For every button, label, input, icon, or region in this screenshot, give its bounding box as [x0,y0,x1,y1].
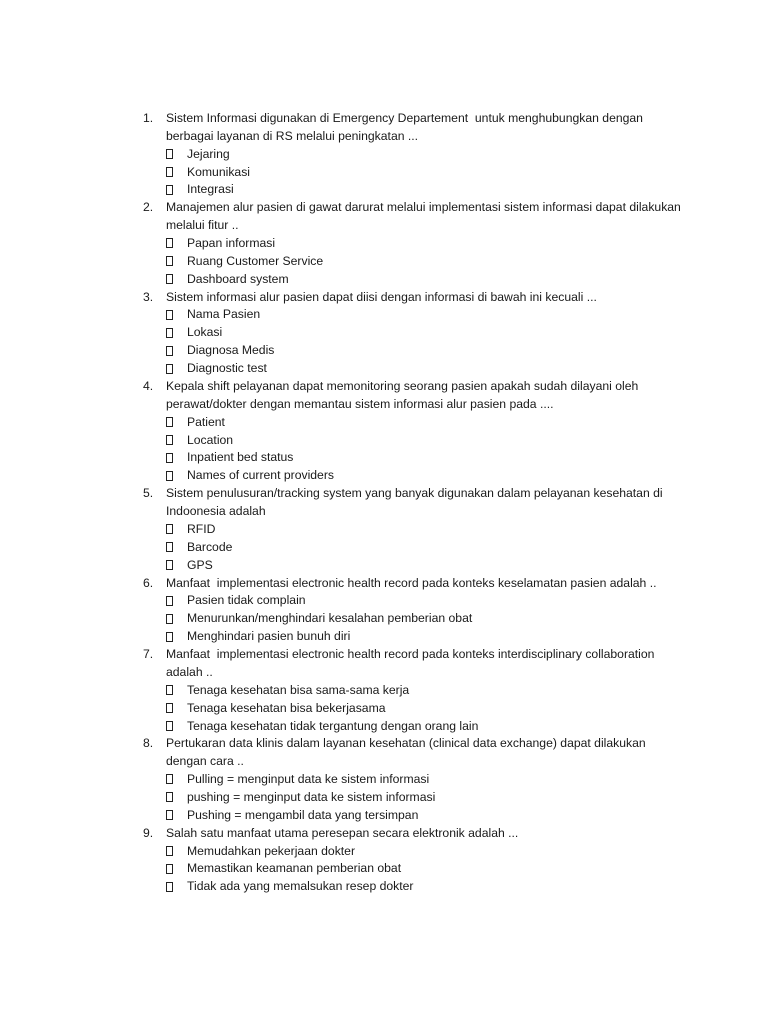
option-label: Diagnostic test [187,361,267,376]
option-label: Nama Pasien [187,307,261,322]
checkbox-icon[interactable] [166,810,173,820]
option-label: Barcode [187,539,233,554]
checkbox-icon[interactable] [166,864,173,874]
question-row [143,825,683,843]
question-text: Pertukaran data klinis dalam layanan kesehatan (clinical data exchange) dapat dilakukan dengan cara .. [166,736,650,769]
option-label: Names of current providers [187,468,334,483]
checkbox-icon[interactable] [166,167,173,177]
question-item [143,735,683,824]
question-text: Sistem Informasi digunakan di Emergency Departement untuk menghubungkan dengan berbagai layanan di RS melalui peningkatan ... [166,111,647,143]
option-label: Papan informasi [187,235,276,250]
question-number: 9. [143,825,154,840]
answer-option[interactable] [166,467,683,485]
option-label: Tenaga kesehatan bisa bekerjasama [187,700,386,715]
checkbox-icon[interactable] [166,256,173,266]
checkbox-icon[interactable] [166,792,173,802]
answer-option[interactable] [166,414,683,432]
checkbox-icon[interactable] [166,435,173,445]
option-list [143,414,683,486]
question-row [143,485,683,521]
option-list [143,682,683,736]
checkbox-icon[interactable] [166,560,173,570]
answer-option[interactable] [166,432,683,450]
question-number: 3. [143,289,154,304]
checkbox-icon[interactable] [166,596,173,606]
option-label: Ruang Customer Service [187,253,324,268]
checkbox-icon[interactable] [166,703,173,713]
checkbox-icon[interactable] [166,882,173,892]
question-item [143,289,683,378]
question-item [143,485,683,574]
answer-option[interactable] [166,860,683,878]
question-row [143,378,683,414]
answer-option[interactable] [166,449,683,467]
answer-option[interactable] [166,342,683,360]
question-item [143,575,683,647]
question-number: 2. [143,200,154,215]
option-label: Pasien tidak complain [187,593,306,608]
checkbox-icon[interactable] [166,274,173,284]
question-number: 8. [143,736,154,751]
checkbox-icon[interactable] [166,542,173,552]
question-item [143,199,683,288]
answer-option[interactable] [166,164,683,182]
checkbox-icon[interactable] [166,417,173,427]
question-number: 1. [143,111,154,125]
answer-option[interactable] [166,271,683,289]
option-label: Location [187,432,234,447]
checkbox-icon[interactable] [166,846,173,856]
option-label: Memastikan keamanan pemberian obat [187,861,402,876]
answer-option[interactable] [166,181,683,199]
answer-option[interactable] [166,843,683,861]
answer-option[interactable] [166,628,683,646]
question-row [143,575,683,593]
question-number: 5. [143,486,154,501]
question-number: 4. [143,379,154,394]
option-label: Integrasi [187,182,234,197]
question-row [143,735,683,771]
question-row [143,110,683,146]
checkbox-icon[interactable] [166,346,173,356]
answer-option[interactable] [166,682,683,700]
question-text: Manajemen alur pasien di gawat darurat melalui implementasi sistem informasi dapat dilakukan melalui fitur .. [166,200,685,233]
answer-option[interactable] [166,878,683,896]
option-label: GPS [187,557,213,572]
question-text: Kepala shift pelayanan dapat memonitoring seorang pasien apakah sudah dilayani oleh perawat/dokter dengan memantau sistem informasi alur pasien pada .... [166,379,642,411]
option-label: Inpatient bed status [187,450,294,465]
answer-option[interactable] [166,807,683,825]
question-row [143,199,683,235]
question-number: 6. [143,575,154,590]
answer-option[interactable] [166,235,683,253]
answer-option[interactable] [166,610,683,628]
question-text: Manfaat implementasi electronic health record pada konteks interdisciplinary collaboration adalah .. [166,647,658,679]
option-list [143,306,683,378]
option-label: Komunikasi [187,164,250,179]
checkbox-icon[interactable] [166,364,173,374]
checkbox-icon[interactable] [166,632,173,642]
question-list [143,110,683,896]
option-label: Tidak ada yang memalsukan resep dokter [187,879,414,894]
option-label: Pulling = menginput data ke sistem informasi [187,772,430,786]
checkbox-icon[interactable] [166,185,173,195]
option-label: Pushing = mengambil data yang tersimpan [187,807,419,822]
question-row [143,646,683,682]
answer-option[interactable] [166,146,683,164]
question-text: Sistem penulusuran/tracking system yang banyak digunakan dalam pelayanan kesehatan di Indoonesia adalah [166,486,667,519]
option-list [143,771,683,825]
answer-option[interactable] [166,521,683,539]
answer-option[interactable] [166,360,683,378]
checkbox-icon[interactable] [166,471,173,481]
answer-option[interactable] [166,557,683,575]
checkbox-icon[interactable] [166,721,173,731]
question-row [143,289,683,307]
checkbox-icon[interactable] [166,328,173,338]
checkbox-icon[interactable] [166,149,173,159]
checkbox-icon[interactable] [166,453,173,463]
answer-option[interactable] [166,324,683,342]
option-list [143,146,683,200]
question-item [143,825,683,897]
option-label: Tenaga kesehatan bisa sama-sama kerja [187,682,410,697]
option-label: pushing = menginput data ke sistem informasi [187,789,436,804]
question-item [143,110,683,199]
option-list [143,592,683,646]
answer-option[interactable] [166,306,683,324]
option-list [143,843,683,897]
option-list [143,521,683,575]
answer-option[interactable] [166,700,683,718]
checkbox-icon[interactable] [166,774,173,784]
checkbox-icon[interactable] [166,310,173,320]
answer-option[interactable] [166,253,683,271]
option-label: Jejaring [187,146,230,161]
option-label: Dashboard system [187,271,289,286]
option-label: Patient [187,414,225,429]
option-label: Menghindari pasien bunuh diri [187,629,351,644]
question-item [143,646,683,735]
question-number: 7. [143,647,154,662]
option-label: Menurunkan/menghindari kesalahan pemberian obat [187,611,473,626]
question-item [143,378,683,485]
option-label: Tenaga kesehatan tidak tergantung dengan orang lain [187,718,479,733]
question-text: Manfaat implementasi electronic health record pada konteks keselamatan pasien adalah .. [166,575,657,590]
option-label: Diagnosa Medis [187,343,275,358]
checkbox-icon[interactable] [166,238,173,248]
answer-option[interactable] [166,592,683,610]
option-list [143,235,683,289]
answer-option[interactable] [166,771,683,789]
option-label: Lokasi [187,325,223,340]
question-text: Salah satu manfaat utama peresepan secara elektronik adalah ... [166,825,519,840]
option-label: Memudahkan pekerjaan dokter [187,843,356,858]
checkbox-icon[interactable] [166,524,173,534]
option-label: RFID [187,521,216,536]
answer-option[interactable] [166,718,683,736]
answer-option[interactable] [166,789,683,807]
question-text: Sistem informasi alur pasien dapat diisi dengan informasi di bawah ini kecuali ... [166,289,597,304]
answer-option[interactable] [166,539,683,557]
checkbox-icon[interactable] [166,614,173,624]
checkbox-icon[interactable] [166,685,173,695]
